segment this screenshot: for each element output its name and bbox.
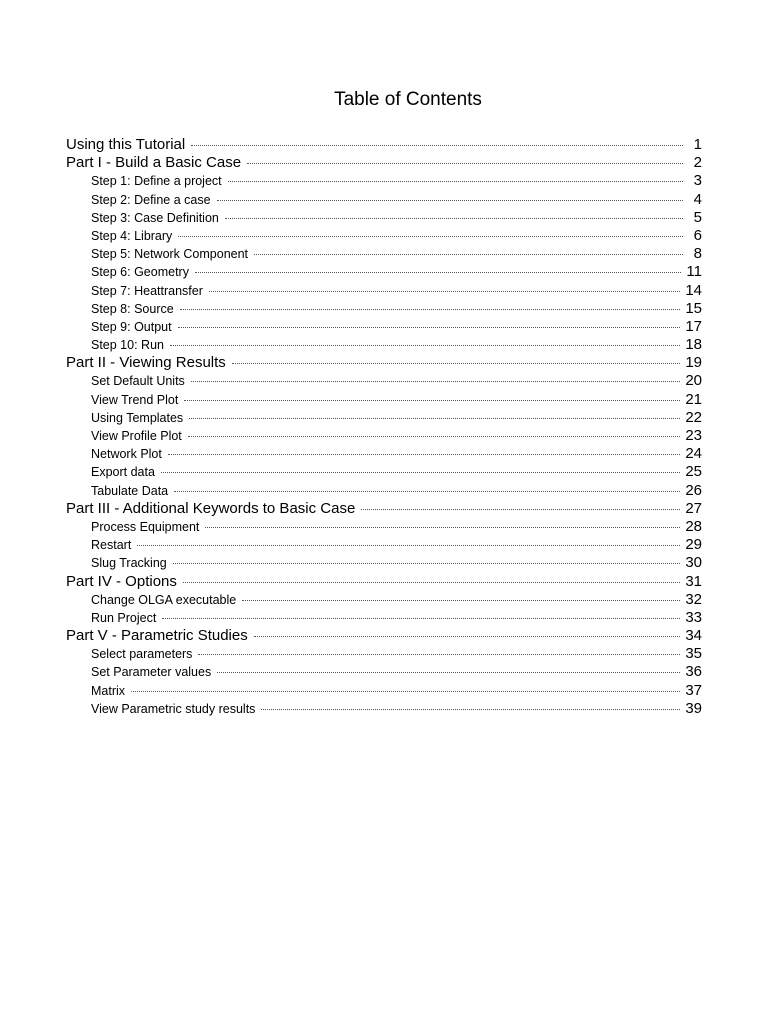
toc-subsection-entry[interactable]	[66, 609, 702, 627]
toc-subsection-entry[interactable]	[66, 391, 702, 409]
toc-section-entry[interactable]	[66, 573, 702, 591]
toc-entry-label: Part II - Viewing Results	[66, 354, 226, 372]
toc-page-number: 31	[685, 572, 702, 590]
toc-entry-label: Part I - Build a Basic Case	[66, 154, 242, 172]
toc-subsection-entry[interactable]	[66, 554, 702, 572]
toc-page-number: 8	[693, 245, 702, 263]
toc-dot-leader	[217, 672, 680, 673]
toc-entry-label: Run Project	[91, 610, 157, 625]
toc-page-number: 17	[685, 317, 702, 335]
toc-entry-label: Change OLGA executable	[91, 592, 237, 607]
toc-subsection-entry[interactable]	[66, 682, 702, 700]
toc-entry-label: Step 6: Geometry	[91, 265, 189, 280]
toc-page-number: 29	[685, 536, 702, 554]
toc-section-entry[interactable]	[66, 354, 702, 372]
toc-entry-label: Export data	[91, 465, 155, 480]
toc-dot-leader	[198, 654, 680, 655]
toc-subsection-entry[interactable]	[66, 172, 702, 190]
toc-page-number: 5	[693, 208, 702, 226]
toc-page-number: 15	[685, 299, 702, 317]
toc-dot-leader	[173, 563, 681, 564]
toc-subsection-entry[interactable]	[66, 282, 702, 300]
toc-dot-leader	[261, 709, 680, 710]
toc-dot-leader	[178, 236, 683, 237]
toc-entry-label: Restart	[91, 538, 132, 553]
toc-dot-leader	[191, 381, 681, 382]
toc-entry-label: Part III - Additional Keywords to Basic Case	[66, 499, 356, 517]
toc-entry-label: Part V - Parametric Studies	[66, 627, 248, 645]
toc-dot-leader	[217, 200, 683, 201]
page-title: Table of Contents	[334, 89, 482, 110]
toc-dot-leader	[361, 509, 680, 510]
toc-dot-leader	[174, 491, 680, 492]
toc-entry-label: Matrix	[91, 683, 126, 698]
toc-dot-leader	[209, 291, 680, 292]
toc-subsection-entry[interactable]	[66, 336, 702, 354]
toc-entry-label: View Trend Plot	[91, 392, 179, 407]
toc-entry-label: Step 10: Run	[91, 338, 164, 353]
toc-page-number: 2	[693, 154, 702, 172]
toc-subsection-entry[interactable]	[66, 663, 702, 681]
toc-dot-leader	[180, 309, 681, 310]
toc-subsection-entry[interactable]	[66, 518, 702, 536]
toc-dot-leader	[205, 527, 680, 528]
toc-dot-leader	[183, 582, 680, 583]
toc-entry-label: Slug Tracking	[91, 556, 167, 571]
toc-page-number: 30	[685, 554, 702, 572]
toc-dot-leader	[195, 272, 681, 273]
toc-subsection-entry[interactable]	[66, 536, 702, 554]
toc-entry-label: Step 2: Define a case	[91, 192, 211, 207]
toc-page-number: 27	[685, 499, 702, 517]
toc-page-number: 34	[685, 627, 702, 645]
toc-page-number: 33	[685, 608, 702, 626]
toc-subsection-entry[interactable]	[66, 245, 702, 263]
toc-page-number: 6	[693, 226, 702, 244]
toc-page-number: 36	[685, 663, 702, 681]
toc-page-number: 28	[685, 517, 702, 535]
toc-page-number: 26	[685, 481, 702, 499]
toc-entry-label: Step 1: Define a project	[91, 174, 222, 189]
toc-subsection-entry[interactable]	[66, 209, 702, 227]
toc-subsection-entry[interactable]	[66, 463, 702, 481]
toc-dot-leader	[184, 400, 680, 401]
toc-dot-leader	[131, 691, 680, 692]
toc-entry-label: Step 5: Network Component	[91, 247, 249, 262]
toc-dot-leader	[242, 600, 680, 601]
toc-entry-label: Network Plot	[91, 447, 162, 462]
toc-page-number: 4	[693, 190, 702, 208]
toc-section-entry[interactable]	[66, 154, 702, 172]
toc-section-entry[interactable]	[66, 500, 702, 518]
toc-dot-leader	[162, 618, 680, 619]
toc-dot-leader	[161, 472, 680, 473]
table-of-contents	[66, 136, 702, 718]
toc-dot-leader	[254, 636, 681, 637]
toc-entry-label: Step 7: Heattransfer	[91, 283, 203, 298]
toc-dot-leader	[232, 363, 681, 364]
toc-dot-leader	[228, 181, 683, 182]
toc-subsection-entry[interactable]	[66, 427, 702, 445]
toc-entry-label: Step 8: Source	[91, 301, 174, 316]
toc-entry-label: Step 4: Library	[91, 228, 173, 243]
toc-page-number: 23	[685, 427, 702, 444]
toc-section-entry[interactable]	[66, 627, 702, 645]
toc-entry-label: View Profile Plot	[91, 429, 182, 443]
toc-dot-leader	[137, 545, 680, 546]
toc-entry-label: Tabulate Data	[91, 483, 169, 498]
toc-page-number: 11	[686, 263, 702, 281]
toc-entry-label: Part IV - Options	[66, 572, 177, 590]
toc-subsection-entry[interactable]	[66, 300, 702, 318]
toc-subsection-entry[interactable]	[66, 591, 702, 609]
toc-page-number: 24	[685, 445, 702, 463]
toc-subsection-entry[interactable]	[66, 372, 702, 390]
toc-dot-leader	[188, 436, 681, 437]
toc-entry-label: Step 3: Case Definition	[91, 210, 219, 225]
toc-subsection-entry[interactable]	[66, 263, 702, 281]
toc-page-number: 19	[685, 354, 702, 372]
toc-dot-leader	[247, 163, 683, 164]
toc-subsection-entry[interactable]	[66, 445, 702, 463]
toc-dot-leader	[254, 254, 683, 255]
toc-dot-leader	[225, 218, 683, 219]
toc-subsection-entry[interactable]	[66, 700, 702, 718]
toc-page-number: 20	[685, 372, 702, 390]
toc-subsection-entry[interactable]	[66, 645, 702, 663]
toc-entry-label: View Parametric study results	[91, 701, 256, 716]
toc-page-number: 18	[685, 336, 702, 354]
toc-entry-label: Select parameters	[91, 647, 193, 662]
toc-subsection-entry[interactable]	[66, 191, 702, 209]
toc-page-number: 14	[685, 281, 702, 299]
toc-entry-label: Using this Tutorial	[66, 136, 186, 153]
toc-page-number: 25	[685, 463, 702, 481]
toc-dot-leader	[178, 327, 681, 328]
toc-page-number: 32	[685, 590, 702, 608]
toc-dot-leader	[189, 418, 680, 419]
toc-entry-label: Set Parameter values	[91, 665, 212, 680]
toc-page-number: 21	[685, 390, 702, 408]
toc-subsection-entry[interactable]	[66, 318, 702, 336]
toc-subsection-entry[interactable]	[66, 409, 702, 427]
toc-section-entry[interactable]	[66, 136, 702, 154]
toc-page-number: 35	[685, 645, 702, 663]
toc-subsection-entry[interactable]	[66, 227, 702, 245]
toc-page-number: 3	[693, 172, 702, 190]
toc-page-number: 39	[685, 699, 702, 717]
toc-entry-label: Set Default Units	[91, 374, 185, 389]
toc-dot-leader	[191, 145, 683, 146]
toc-page-number: 22	[685, 408, 702, 426]
toc-dot-leader	[168, 454, 680, 455]
toc-page-number: 1	[693, 136, 702, 153]
toc-page-number: 37	[685, 681, 702, 699]
toc-dot-leader	[170, 345, 680, 346]
toc-entry-label: Process Equipment	[91, 519, 200, 534]
toc-entry-label: Step 9: Output	[91, 319, 172, 334]
toc-subsection-entry[interactable]	[66, 482, 702, 500]
toc-entry-label: Using Templates	[91, 410, 184, 425]
